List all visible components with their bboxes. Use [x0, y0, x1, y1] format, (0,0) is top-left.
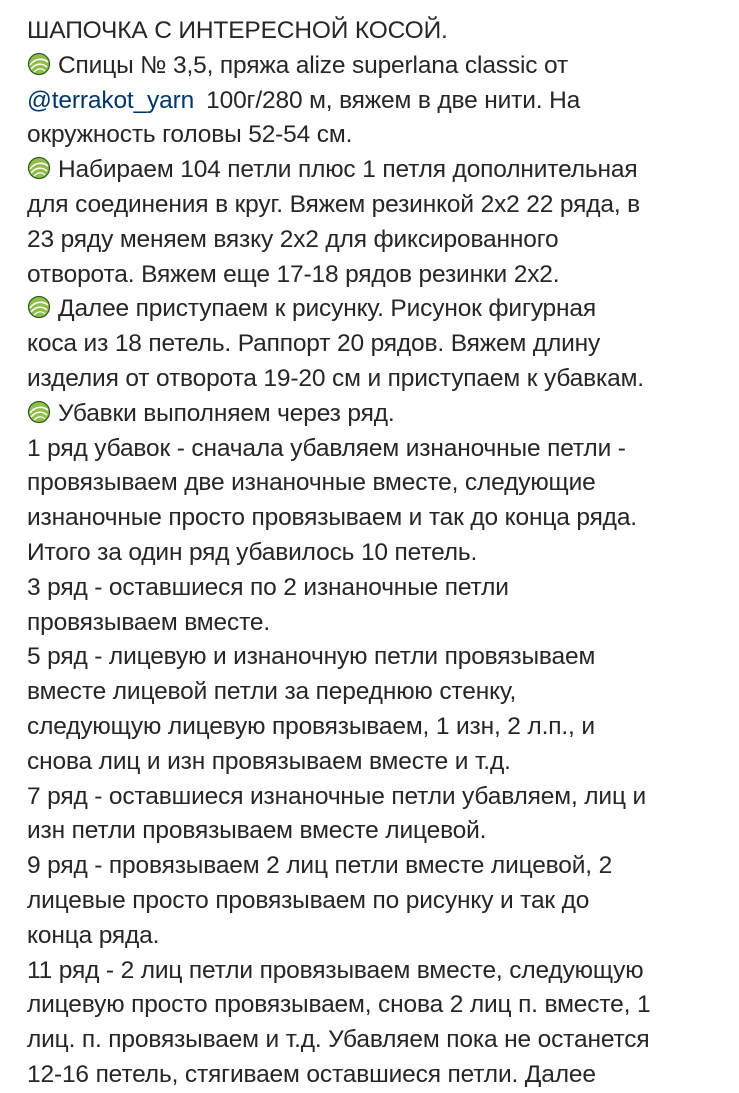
row-line: изнаночные просто провязываем и так до конца ряда.: [27, 504, 637, 532]
yarn-ball-icon: [27, 295, 51, 319]
row-line: 7 ряд - оставшиеся изнаночные петли убавляем, лиц и: [27, 782, 647, 810]
post-title: ШАПОЧКА С ИНТЕРЕСНОЙ КОСОЙ.: [27, 17, 448, 44]
paragraph-line: коса из 18 петель. Раппорт 20 рядов. Вяжем длину: [27, 330, 601, 358]
paragraph-line: для соединения в круг. Вяжем резинкой 2х2 22 ряда, в: [27, 190, 641, 218]
yarn-ball-icon: [27, 156, 51, 180]
paragraph-line: @terrakot_yarn 100г/280 м, вяжем в две нити. На: [27, 86, 581, 114]
paragraph-line: окружность головы 52-54 см.: [27, 121, 353, 149]
row-line: вместе лицевой петли за переднюю стенку,: [27, 678, 517, 706]
paragraph-line: Спицы № 3,5, пряжа alize superlana classic от: [27, 49, 733, 84]
paragraph-line: изделия от отворота 19-20 см и приступаем к убавкам.: [27, 364, 644, 392]
row-line: изн петли провязываем вместе лицевой.: [27, 817, 487, 845]
mention-link[interactable]: @terrakot_yarn: [27, 86, 195, 114]
row-line: 9 ряд - провязываем 2 лиц петли вместе лицевой, 2: [27, 852, 613, 880]
row-line: провязываем вместе.: [27, 608, 270, 636]
row-line: лицевую просто провязываем, снова 2 лиц п. вместе, 1: [27, 991, 651, 1019]
row-line: провязываем две изнаночные вместе, следующие: [27, 469, 596, 497]
row-line: 12-16 петель, стягиваем оставшиеся петли. Далее: [27, 1060, 596, 1088]
paragraph-line: отворота. Вяжем еще 17-18 рядов резинки 2х2.: [27, 260, 560, 288]
paragraph-line: 23 ряду меняем вязку 2х2 для фиксированного: [27, 225, 559, 253]
row-line: следующую лицевую провязываем, 1 изн, 2 л.п., и: [27, 712, 595, 740]
paragraph-line: Далее приступаем к рисунку. Рисунок фигурная: [27, 292, 733, 327]
post-caption: [27, 14, 733, 1093]
row-line: снова лиц и изн провязываем вместе и т.д.: [27, 747, 511, 775]
row-line: 3 ряд - оставшиеся по 2 изнаночные петли: [27, 573, 509, 601]
row-line: конца ряда.: [27, 921, 160, 949]
row-line: лицевые просто провязываем по рисунку и так до: [27, 886, 590, 914]
row-line: 11 ряд - 2 лиц петли провязываем вместе, следующую: [27, 956, 644, 984]
yarn-ball-icon: [27, 52, 51, 76]
yarn-ball-icon: [27, 400, 51, 424]
row-line: 5 ряд - лицевую и изнаночную петли провязываем: [27, 643, 596, 671]
row-line: Итого за один ряд убавилось 10 петель.: [27, 538, 478, 566]
paragraph-line: Убавки выполняем через ряд.: [27, 397, 733, 432]
row-line: лиц. п. провязываем и т.д. Убавляем пока не останется: [27, 1026, 650, 1054]
row-line: 1 ряд убавок - сначала убавляем изнаночные петли -: [27, 434, 626, 462]
paragraph-line: Набираем 104 петли плюс 1 петля дополнительная: [27, 153, 733, 188]
